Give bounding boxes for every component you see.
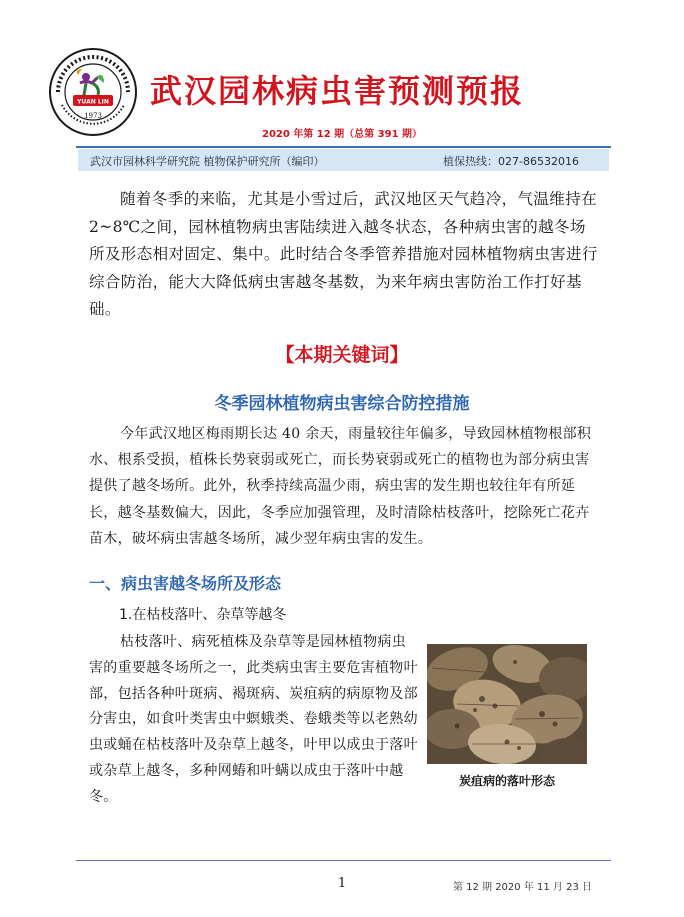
section-heading: 一、病虫害越冬场所及形态 — [89, 574, 282, 593]
subsection-heading: 1.在枯枝落叶、杂草等越冬 — [119, 607, 287, 623]
institute-logo — [48, 47, 138, 137]
fallen-leaves-photo — [427, 644, 587, 764]
logo-banner-text: YUAN LIN — [77, 98, 109, 106]
footer-rule — [76, 860, 611, 861]
logo-year: 1973 — [84, 112, 102, 120]
intro-paragraph: 随着冬季的来临，尤其是小雪过后，武汉地区天气趋冷，气温维持在2~8℃之间，园林植物病虫害陆续进入越冬状态，各种病虫害的越冬场所及形态相对固定、集中。此时结合冬季管养措施对园林植物病虫害进行综合防治，能大大降低病虫害越冬基数，为来年病虫害防治工作打好基础。 — [89, 190, 598, 318]
page-number: 1 — [337, 876, 347, 891]
info-bar — [78, 149, 609, 171]
photo-caption: 炭疽病的落叶形态 — [458, 774, 555, 788]
topic-title: 冬季园林植物病虫害综合防控措施 — [214, 394, 470, 414]
hotline-info: 植保热线：027-86532016 — [443, 155, 579, 168]
header-rule — [76, 146, 611, 148]
publisher-info: 武汉市园林科学研究院 植物保护研究所（编印） — [90, 155, 325, 168]
newsletter-title: 武汉园林病虫害预测预报 — [150, 72, 525, 110]
keyword-heading: 【本期关键词】 — [275, 344, 409, 366]
section-paragraph: 枯枝落叶、病死植株及杂草等是园林植物病虫害的重要越冬场所之一，此类病虫害主要危害植物叶部，包括各种叶斑病、褐斑病、炭疽病的病原物及部分害虫，如食叶类害虫中螟蛾类、卷蛾类等以老熟幼虫或蛹在枯枝落叶及杂草上越冬，叶甲以成虫于落叶或杂草上越冬，多种网蝽和叶螨以成虫于落叶中越冬。 — [89, 634, 418, 805]
issue-number: 2020 年第 12 期（总第 391 期） — [261, 129, 423, 140]
topic-intro-paragraph: 今年武汉地区梅雨期长达 40 余天，雨量较往年偏多，导致园林植物根部积水、根系受损，植株长势衰弱或死亡，而长势衰弱或死亡的植物也为部分病虫害提供了越冬场所。此外，秋季持续高温少雨，病虫害的发生期也较往年有所延长，越冬基数偏大，因此，冬季应加强管理，及时清除枯枝落叶，挖除死亡花卉苗木，破坏病虫害越冬场所，减少翌年病虫害的发生。 — [89, 426, 592, 547]
footer-issue-date: 第 12 期 2020 年 11 月 23 日 — [452, 882, 592, 893]
